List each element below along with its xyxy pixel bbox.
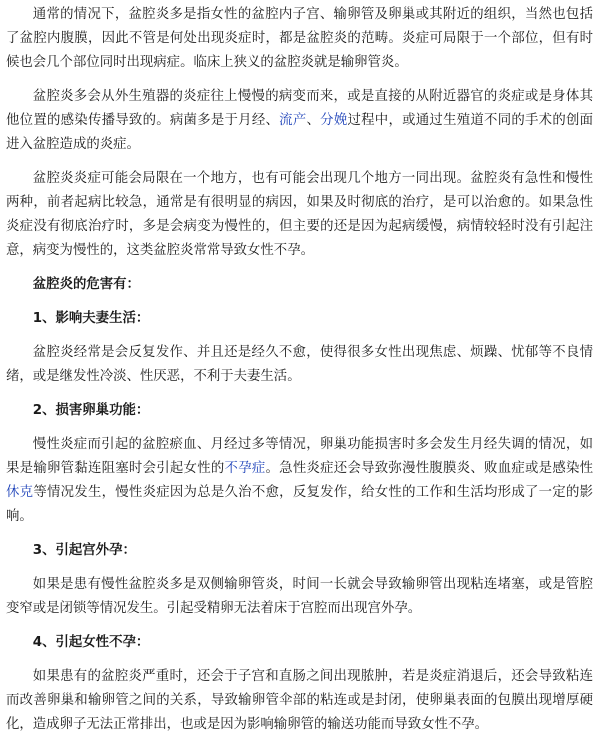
section-3-heading: 3、引起宫外孕： <box>32 543 136 558</box>
cause-text-pre: 盆腔炎多会从外生殖器的炎症往上慢慢的病变而来，或是直接的从附近器官的炎症或是身体其他位置的感染传播导致的。病菌多是于月经、 <box>6 89 593 128</box>
section-1-heading: 1、影响夫妻生活： <box>32 311 150 326</box>
section-2-text <box>6 433 593 529</box>
paragraph-spacer <box>6 529 593 539</box>
paragraph-spacer <box>6 157 593 167</box>
section-2-text-mid: 。急性炎症还会导致弥漫性腹膜炎、败血症或是感染性 <box>265 461 594 476</box>
paragraph-spacer <box>6 563 593 573</box>
section-2-heading: 2、损害卵巢功能： <box>32 403 150 418</box>
paragraph-spacer <box>6 389 593 399</box>
paragraph-spacer <box>6 621 593 631</box>
link-shock[interactable]: 休克 <box>6 485 34 500</box>
paragraph-spacer <box>6 75 593 85</box>
intro-paragraph: 通常的情况下，盆腔炎多是指女性的盆腔内子宫、输卵管及卵巢或其附近的组织，当然也包括了盆腔内腹膜，因此不管是何处出现炎症时，都是盆腔炎的范畴。炎症可局限于一个部位，但有时候也会几个部位同时出现病症。临床上狭义的盆腔炎就是输卵管炎。 <box>6 7 593 70</box>
link-infertility[interactable]: 不孕症 <box>224 461 266 476</box>
paragraph-spacer <box>6 263 593 273</box>
section-4-heading: 4、引起女性不孕： <box>32 635 150 650</box>
types-paragraph: 盆腔炎炎症可能会局限在一个地方，也有可能会出现几个地方一同出现。盆腔炎有急性和慢性两种，前者起病比较急，通常是有很明显的病因，如果及时彻底的治疗，是可以治愈的。如果急性炎症没有彻底治疗时，多是会病变为慢性的，但主要的还是因为起病缓慢，病情较轻时没有引起注意，病变为慢性的，这类盆腔炎常常导致女性不孕。 <box>6 171 593 258</box>
section-4-text: 如果患有的盆腔炎严重时，还会于子宫和直肠之间出现脓肿，若是炎症消退后，还会导致粘连而改善卵巢和输卵管之间的关系，导致输卵管伞部的粘连或是封闭，使卵巢表面的包膜出现增厚硬化，造成卵子无法正常排出，也或是因为影响输卵管的输送功能而导致女性不孕。 <box>6 669 593 732</box>
cause-separator: 、 <box>306 113 321 128</box>
section-2-text-post: 等情况发生，慢性炎症因为总是久治不愈，反复发作，给女性的工作和生活均形成了一定的影响。 <box>6 485 594 524</box>
harms-heading: 盆腔炎的危害有： <box>32 277 140 292</box>
section-1-text: 盆腔炎经常是会反复发作、并且还是经久不愈，使得很多女性出现焦虑、烦躁、忧郁等不良情绪，或是继发性冷淡、性厌恶，不利于夫妻生活。 <box>6 345 593 384</box>
cause-text-post: 过程中，或通过生殖道不同的手术的创面进入盆腔造成的炎症。 <box>6 113 594 152</box>
paragraph-spacer <box>6 297 593 307</box>
paragraph-spacer <box>6 423 593 433</box>
section-2-text-pre: 慢性炎症而引起的盆腔瘀血、月经过多等情况，卵巢功能损害时多会发生月经失调的情况，如果是输卵管黏连阻塞时会引起女性的 <box>6 437 593 476</box>
cause-paragraph <box>6 85 593 157</box>
section-3-text: 如果是患有慢性盆腔炎多是双侧输卵管炎，时间一长就会导致输卵管出现粘连堵塞，或是管腔变窄或是闭锁等情况发生。引起受精卵无法着床于宫腔而出现宫外孕。 <box>6 577 593 616</box>
link-abortion[interactable]: 流产 <box>279 113 307 128</box>
paragraph-spacer <box>6 655 593 665</box>
link-childbirth[interactable]: 分娩 <box>320 113 348 128</box>
paragraph-spacer <box>6 331 593 341</box>
